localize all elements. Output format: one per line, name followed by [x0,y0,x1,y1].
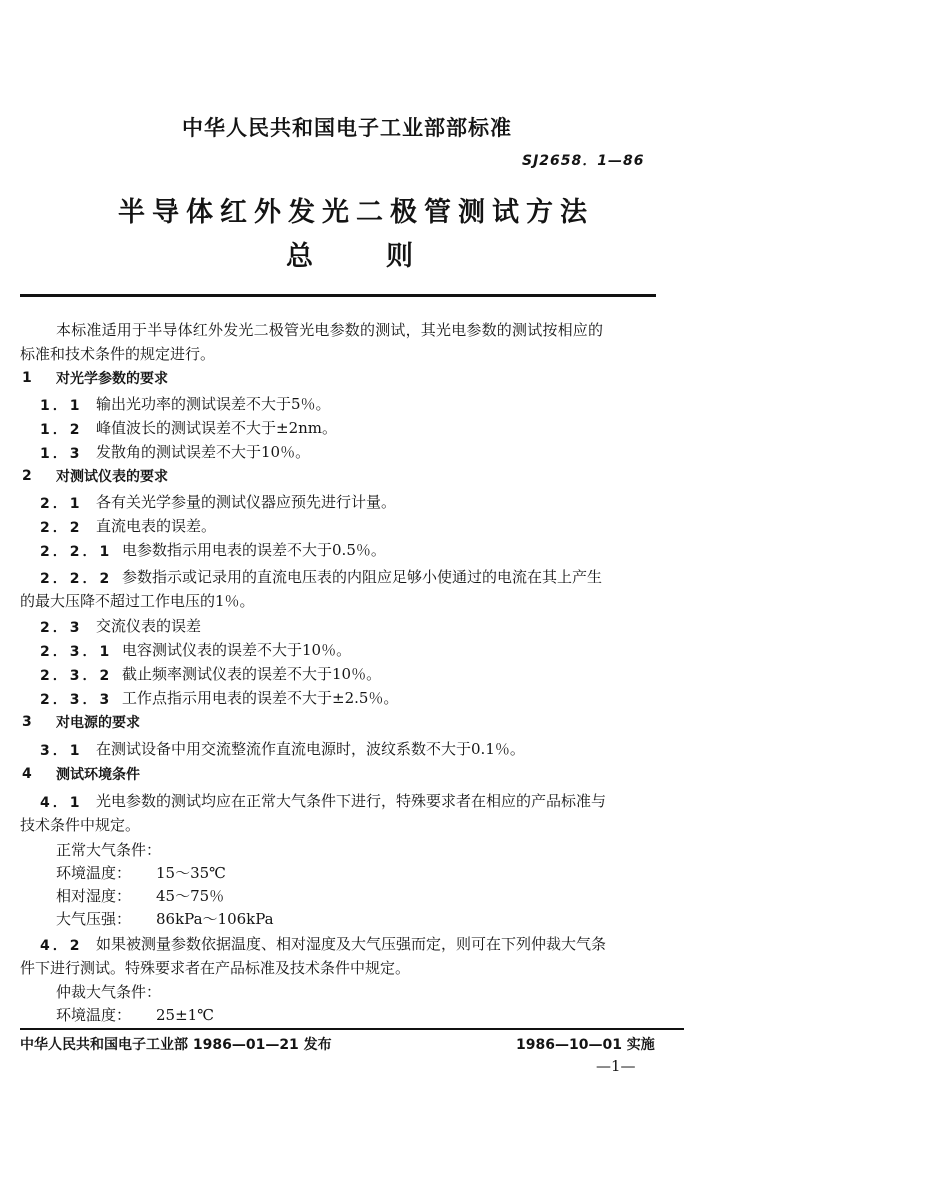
clause-2-3-2-text: 截止频率测试仪表的误差不大于10％。 [122,665,382,683]
normal-humidity-label: 相对湿度： [56,887,132,905]
normal-pressure-value: 86kPa～106kPa [156,910,274,928]
normal-pressure-label: 大气压强： [56,910,132,928]
section-1-title: 对光学参数的要求 [56,371,168,387]
section-3-number: 3 [22,714,35,730]
section-2-number: 2 [22,468,35,484]
clause-4-1-text: 光电参数的测试均应在正常大气条件下进行，特殊要求者在相应的产品标准与 [96,792,607,810]
standard-code: SJ2658．1—86 [522,153,645,169]
issued-date: 中华人民共和国电子工业部 1986—01—21 发布 [20,1037,332,1053]
clause-2-2-2-text: 参数指示或记录用的直流电压表的内阻应足够小使通过的电流在其上产生 [122,568,603,586]
arbitration-temperature-label: 环境温度： [56,1006,132,1024]
clause-2-2-number: 2．2 [40,520,83,536]
clause-2-3-number: 2．3 [40,620,83,636]
section-2-title: 对测试仪表的要求 [56,469,168,485]
intro-line-2: 标准和技术条件的规定进行。 [20,345,216,363]
clause-2-3-3-text: 工作点指示用电表的误差不大于±2.5％。 [122,689,399,707]
clause-1-1-number: 1．1 [40,398,83,414]
clause-4-2-text: 如果被测量参数依据温度、相对湿度及大气压强而定，则可在下列仲裁大气条 [96,935,607,953]
clause-4-2-number: 4．2 [40,938,83,954]
clause-2-2-1-number: 2．2．1 [40,544,113,560]
clause-1-2-text: 峰值波长的测试误差不大于±2nm。 [96,419,337,437]
clause-2-2-text: 直流电表的误差。 [96,517,217,535]
section-4-title: 测试环境条件 [56,767,140,783]
normal-humidity-value: 45～75％ [156,887,225,905]
clause-2-2-2-text-cont: 的最大压降不超过工作电压的1％。 [20,592,255,610]
effective-date: 1986—10—01 实施 [516,1037,655,1053]
clause-1-2-number: 1．2 [40,422,83,438]
clause-2-1-number: 2．1 [40,496,83,512]
normal-conditions-title: 正常大气条件： [56,841,162,859]
clause-2-2-1-text: 电参数指示用电表的误差不大于0.5％。 [122,541,386,559]
clause-3-1-text: 在测试设备中用交流整流作直流电源时，波纹系数不大于0.1％。 [96,740,525,758]
clause-2-2-2-number: 2．2．2 [40,571,113,587]
clause-2-3-1-text: 电容测试仪表的误差不大于10％。 [122,641,352,659]
section-4-number: 4 [22,766,35,782]
document-title: 半导体红外发光二极管测试方法 [118,197,594,228]
normal-temperature-label: 环境温度： [56,864,132,882]
section-3-title: 对电源的要求 [56,715,140,731]
subtitle-right: 则 [386,241,413,272]
arbitration-temperature-value: 25±1℃ [156,1006,214,1024]
clause-1-3-text: 发散角的测试误差不大于10％。 [96,443,311,461]
arbitration-conditions-title: 仲裁大气条件： [56,983,162,1001]
clause-2-3-1-number: 2．3．1 [40,644,113,660]
intro-line-1: 本标准适用于半导体红外发光二极管光电参数的测试，其光电参数的测试按相应的 [56,321,604,339]
clause-1-1-text: 输出光功率的测试误差不大于5％。 [96,395,331,413]
clause-4-1-number: 4．1 [40,795,83,811]
header-divider [20,294,656,297]
section-1-number: 1 [22,370,35,386]
clause-4-2-text-cont: 件下进行测试。特殊要求者在产品标准及技术条件中规定。 [20,959,411,977]
clause-2-3-2-number: 2．3．2 [40,668,113,684]
clause-2-1-text: 各有关光学参量的测试仪器应预先进行计量。 [96,493,397,511]
page-number: —1— [596,1057,636,1075]
clause-4-1-text-cont: 技术条件中规定。 [20,816,141,834]
clause-2-3-3-number: 2．3．3 [40,692,113,708]
ministry-standard-heading: 中华人民共和国电子工业部部标准 [182,116,512,140]
clause-1-3-number: 1．3 [40,446,83,462]
clause-2-3-text: 交流仪表的误差 [96,617,202,635]
normal-temperature-value: 15～35℃ [156,864,226,882]
clause-3-1-number: 3．1 [40,743,83,759]
subtitle-left: 总 [286,241,313,272]
footer-divider [20,1028,684,1030]
